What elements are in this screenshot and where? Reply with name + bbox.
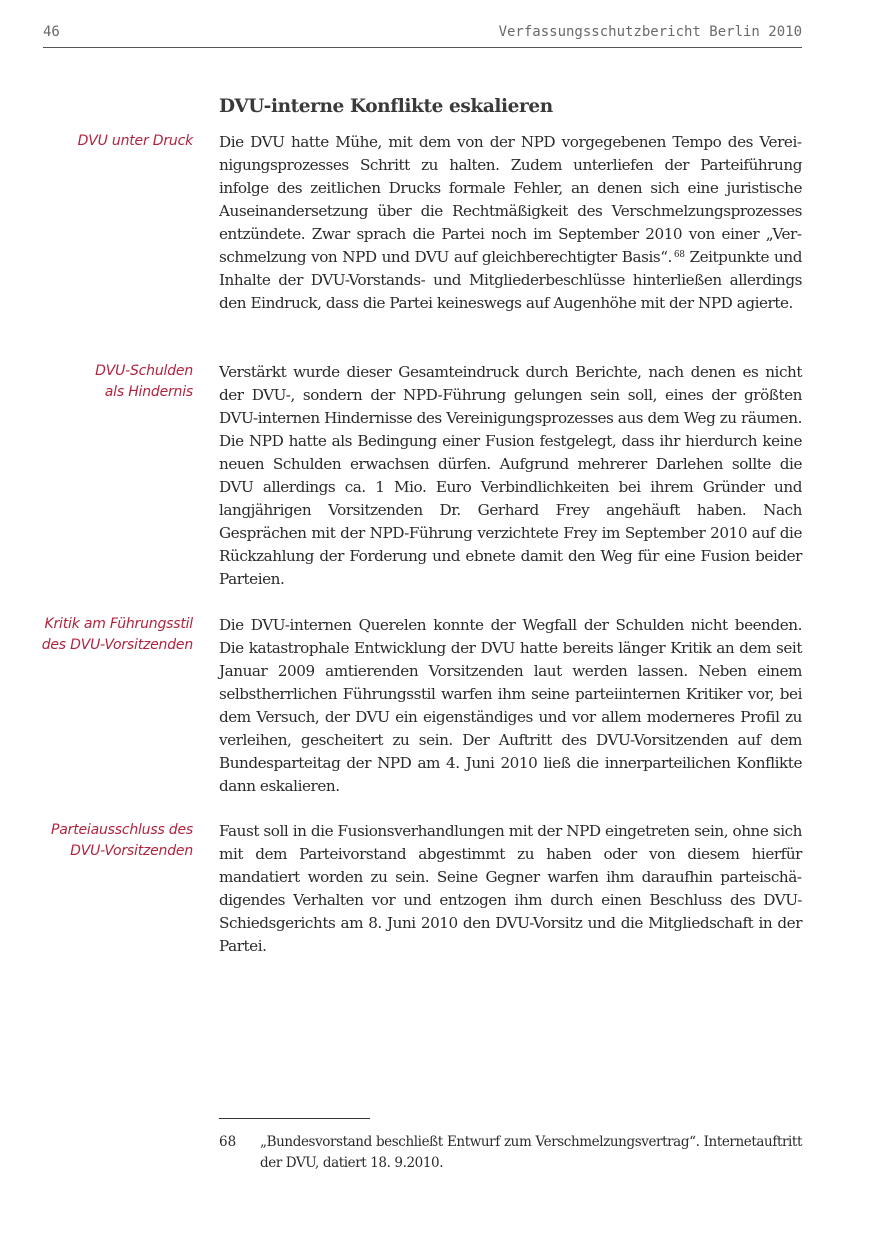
margin-note-dvu-schulden [18,361,193,403]
margin-note-dvu-unter-druck [18,131,193,152]
paragraph-parteiausschluss: Faust soll in die Fusionsverhandlungen mit der NPD eingetreten sein, ohne sich mit dem Parteivorstand abgestimmt zu haben oder von diesem hierfür mandatiert worden zu sein. Seine Gegner warfen ihm daraufhin parteischädigendes Verhalten vor und entzogen ihm durch einen Beschluss des DVU-Schiedsgerichts am 8. Juni 2010 den DVU-Vorsitz und die Mitgliedschaft in der Partei. [219,822,802,955]
page-number: 46 [43,24,60,40]
margin-note-line: Kritik am Führungsstil [44,616,193,632]
running-title: Verfassungsschutzbericht Berlin 2010 [498,24,802,40]
header-divider [43,47,802,48]
margin-note-parteiausschluss [18,820,193,862]
margin-note-kritik-fuehrungsstil [18,614,193,656]
margin-note-line: DVU-Vorsitzenden [70,843,193,859]
section-heading: DVU-interne Konflikte eskalieren [219,96,553,117]
footnote-number: 68 [219,1134,237,1150]
paragraph-dvu-unter-druck [219,131,802,315]
margin-note-line: Parteiausschluss des [51,822,193,838]
margin-note-line: als Hindernis [104,384,193,400]
margin-note-text: DVU unter Druck [77,133,193,149]
margin-note-line: DVU-Schulden [95,363,193,379]
footnote-divider [219,1118,370,1119]
footnote-text: „Bundesvorstand beschließt Entwurf zum Verschmelzungsvertrag“. Internetauftritt der DVU, datiert 18. 9.2010. [260,1134,802,1171]
paragraph-text: Zeitpunkte und Inhalte der DVU-Vorstands- und Mitgliederbeschlüsse hinterließen allerdings den Eindruck, dass die Partei keineswegs auf Augenhöhe mit der NPD agierte. [219,248,802,312]
paragraph-kritik-fuehrungsstil: Die DVU-internen Querelen konnte der Wegfall der Schulden nicht beenden. Die katastrophale Entwicklung der DVU hatte bereits länger Kritik an dem seit Januar 2009 amtierenden Vorsitzenden laut werden lassen. Neben einem selbstherrlichen Führungsstil warfen ihm seine parteiinternen Kritiker vor, bei dem Versuch, der DVU ein eigenständiges und vor allem moderneres Profil zu verleihen, gescheitert zu sein. Der Auftritt des DVU-Vorsitzenden auf dem Bundesparteitag der NPD am 4. Juni 2010 ließ die innerparteilichen Konflikte dann eskalieren. [219,616,802,795]
paragraph-dvu-schulden: Verstärkt wurde dieser Gesamteindruck durch Berichte, nach denen es nicht der DVU-, sondern der NPD-Führung gelungen sein soll, eines der größten DVU-internen Hindernisse des Vereinigungsprozesses aus dem Weg zu räumen. Die NPD hatte als Bedingung einer Fusion festgelegt, dass ihr hierdurch keine neuen Schulden erwachsen dürfen. Aufgrund mehrerer Darlehen sollte die DVU allerdings ca. 1 Mio. Euro Verbindlichkeiten bei ihrem Gründer und langjährigen Vorsitzenden Dr. Gerhard Frey angehäuft haben. Nach Gesprächen mit der NPD-Führung verzichtete Frey im September 2010 auf die Rückzahlung der Forderung und ebnete damit den Weg für eine Fusion beider Parteien. [219,363,802,588]
margin-note-line: des DVU-Vorsitzenden [41,637,193,653]
paragraph-text: Die DVU hatte Mühe, mit dem von der NPD vorgegebenen Tempo des Vereinigungsprozesses Schritt zu halten. Zudem unterliefen der Parteiführung infolge des zeitlichen Drucks formale Fehler, an denen sich eine juristische Auseinandersetzung über die Rechtmäßigkeit des Verschmelzungsprozesses entzündete. Zwar sprach die Partei noch im September 2010 von einer „Verschmelzung von NPD und DVU auf gleichberechtigter Basis“. [219,133,802,266]
footnote-reference[interactable]: 68 [673,250,685,260]
